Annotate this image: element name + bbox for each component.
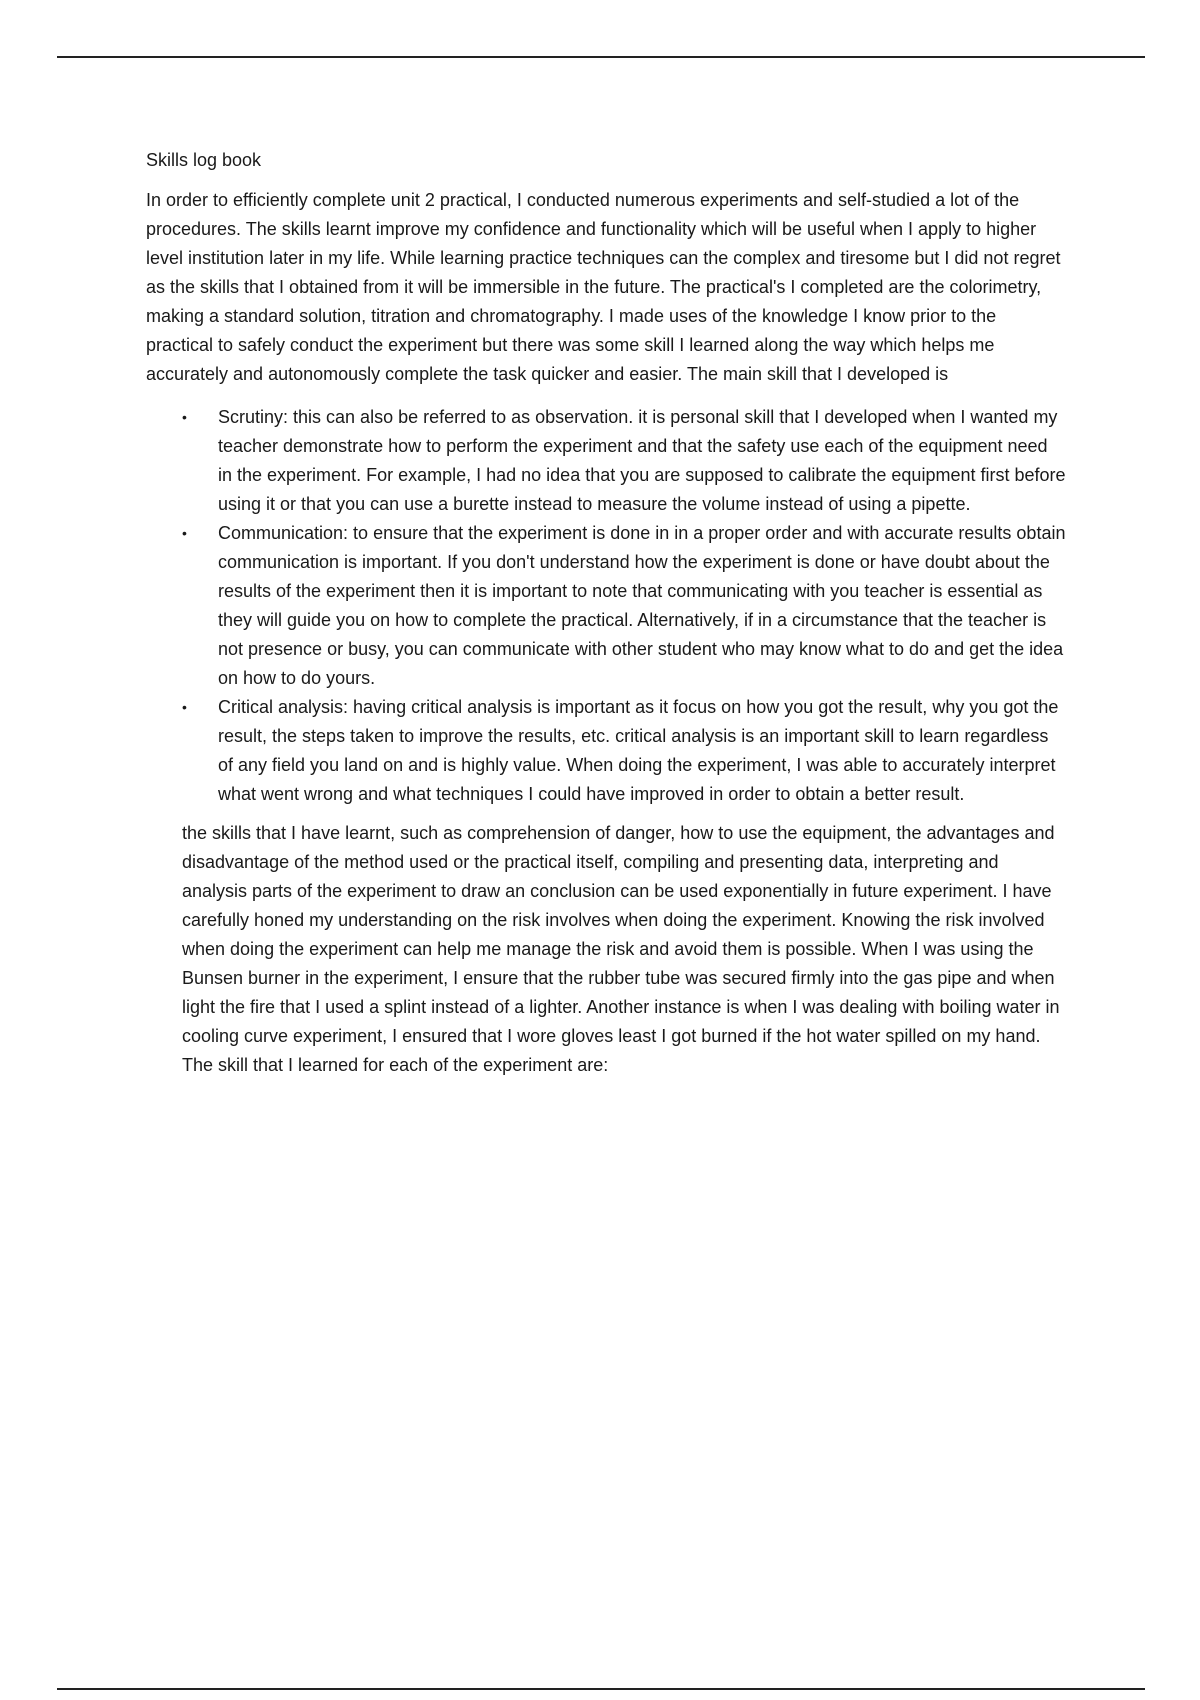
bullet-icon: • [182,409,187,425]
list-item-text: Critical analysis: having critical analysis is important as it focus on how you got the result, why you got the result, the steps taken to improve the results, etc. critical analysis is an important skill to learn regardless of any field you land on and is highly value. When doing the experiment, I was able to accurately interpret what went wrong and what techniques I could have improved in order to obtain a better result. [218,697,1059,804]
footer-rule [57,1688,1145,1690]
document-body [146,146,1066,1080]
list-item [146,693,1066,809]
bullet-icon: • [182,525,187,541]
header-rule [57,56,1145,58]
closing-paragraph: the skills that I have learnt, such as comprehension of danger, how to use the equipment, the advantages and disadvantage of the method used or the practical itself, compiling and presenting data, interpreting and analysis parts of the experiment to draw an conclusion can be used exponentially in future experiment. I have carefully honed my understanding on the risk involves when doing the experiment. Knowing the risk involved when doing the experiment can help me manage the risk and avoid them is possible. When I was using the Bunsen burner in the experiment, I ensure that the rubber tube was secured firmly into the gas pipe and when light the fire that I used a splint instead of a lighter. Another instance is when I was dealing with boiling water in cooling curve experiment, I ensured that I wore gloves least I got burned if the hot water spilled on my hand. The skill that I learned for each of the experiment are: [182,823,1060,1075]
list-item-text: Communication: to ensure that the experiment is done in in a proper order and with accurate results obtain communication is important. If you don't understand how the experiment is done or have doubt about the results of the experiment then it is important to note that communicating with you teacher is essential as they will guide you on how to complete the practical. Alternatively, if in a circumstance that the teacher is not presence or busy, you can communicate with other student who may know what to do and get the idea on how to do yours. [218,523,1066,688]
skills-list [146,403,1066,809]
list-item [146,403,1066,519]
list-item [146,519,1066,693]
intro-paragraph: In order to efficiently complete unit 2 practical, I conducted numerous experiments and self-studied a lot of the procedures. The skills learnt improve my confidence and functionality which will be useful when I apply to higher level institution later in my life. While learning practice techniques can the complex and tiresome but I did not regret as the skills that I obtained from it will be immersible in the future. The practical's I completed are the colorimetry, making a standard solution, titration and chromatography. I made uses of the knowledge I know prior to the practical to safely conduct the experiment but there was some skill I learned along the way which helps me accurately and autonomously complete the task quicker and easier. The main skill that I developed is [146,190,1061,384]
list-item-text: Scrutiny: this can also be referred to as observation. it is personal skill that I developed when I wanted my teacher demonstrate how to perform the experiment and that the safety use each of the equipment need in the experiment. For example, I had no idea that you are supposed to calibrate the equipment first before using it or that you can use a burette instead to measure the volume instead of using a pipette. [218,407,1066,514]
bullet-icon: • [182,699,187,715]
document-title: Skills log book [146,150,262,170]
